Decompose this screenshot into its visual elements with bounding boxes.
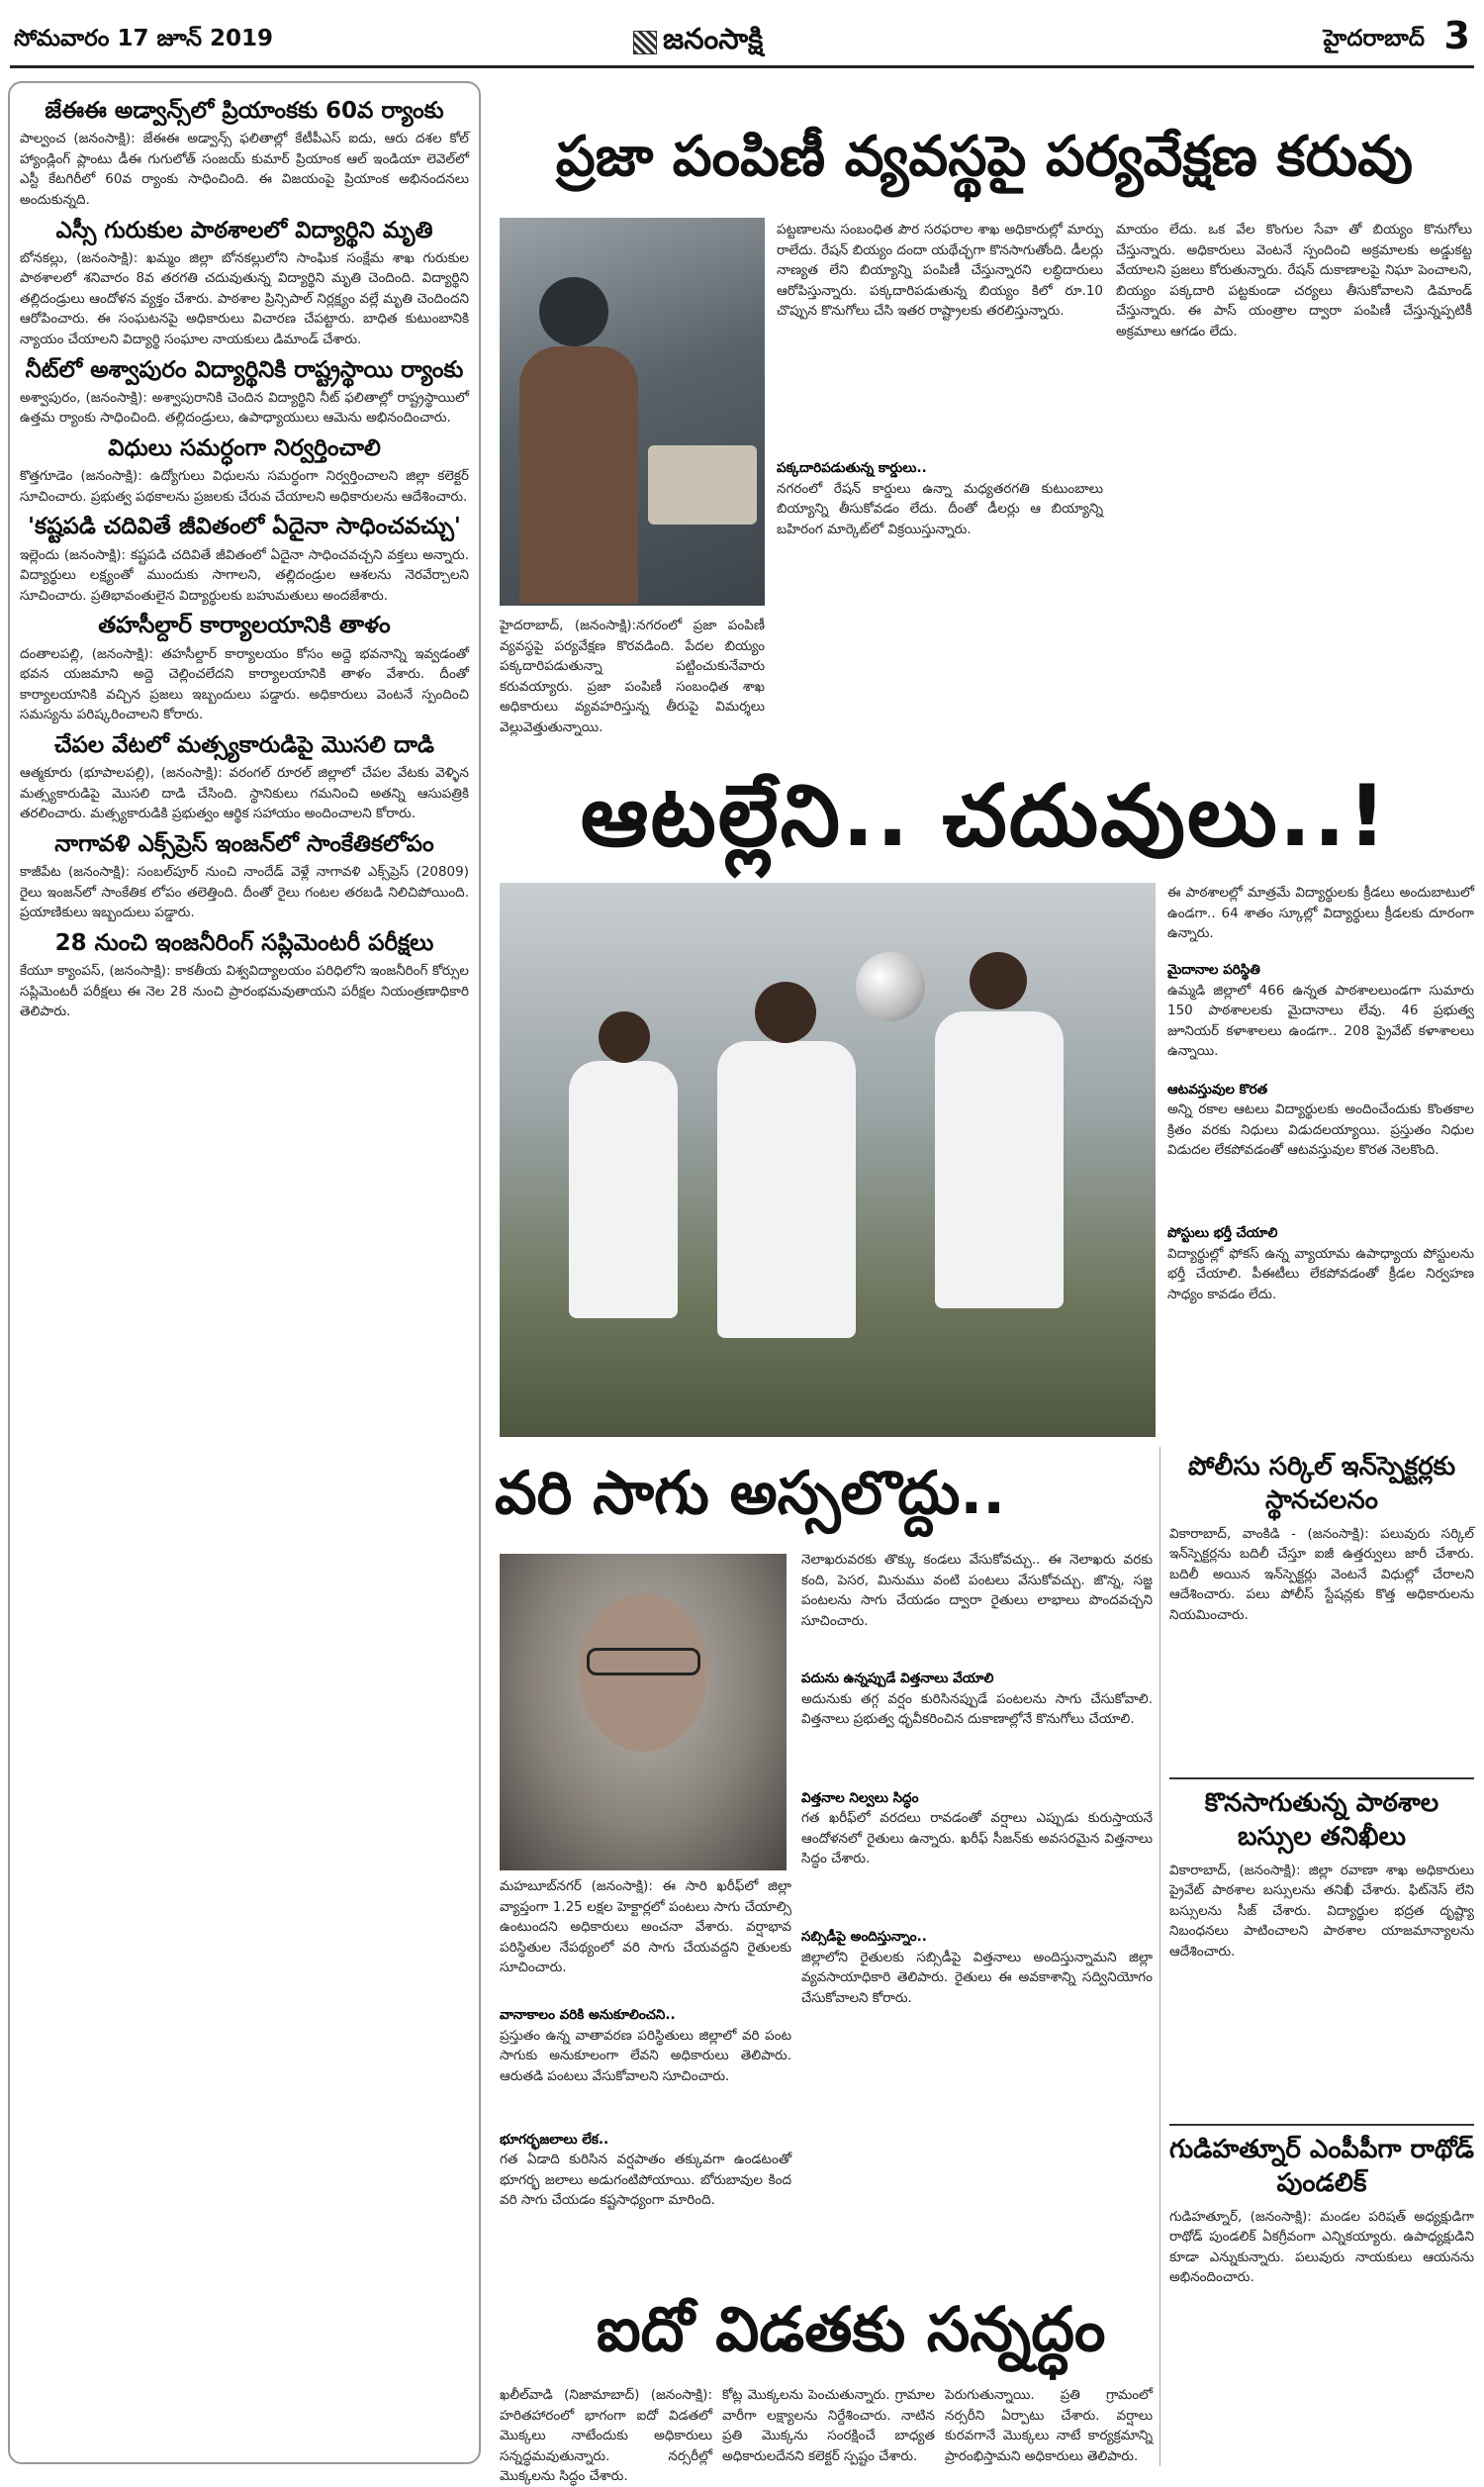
story1-column-2b-text: నగరంలో రేషన్ కార్డులు ఉన్నా మధ్యతరగతి కుటుంబాలు బియ్యాన్ని తీసుకోవడం లేదు. దీంతో డీలర్లు ఆ బియ్యాన్ని బహిరంగ మార్కెట్‌లో విక్రయిస్తున్నారు.: [777, 480, 1103, 537]
box-divider: [1169, 1777, 1474, 1779]
photo-player-2: [717, 1041, 856, 1338]
left-article: [20, 732, 469, 824]
left-article-headline: 28 నుంచి ఇంజనీరింగ్ సప్లిమెంటరీ పరీక్షలు: [54, 929, 434, 956]
box-mpp-election: [1169, 2134, 1474, 2460]
photo-football: [856, 952, 925, 1021]
left-article-headline: జేఈఈ అడ్వాన్స్‌లో ప్రియాంకకు 60వ ర్యాంకు: [45, 98, 444, 124]
story3-subhead: విత్తనాల నిల్వలు సిద్ధం: [801, 1789, 919, 1806]
story3-text: మహబూబ్‌నగర్ (జనంసాక్షి): ఈ సారి ఖరీఫ్‌లో జిల్లా వ్యాప్తంగా 1.25 లక్షల హెక్టార్లలో పంటలు సాగు చేయాల్సి ఉంటుందని అధికారులు అంచనా వేశారు. వర్షాభావ పరిస్థితుల నేపథ్యంలో వరి సాగు చేయవద్దని రైతులకు సూచించారు.: [500, 1878, 791, 1976]
story4-column-2: కోట్ల మొక్కలను పెంచుతున్నారు. గ్రామాల వారీగా లక్ష్యాలను నిర్దేశించారు. నాటిన ప్రతి మొక్కను సంరక్షించే బాధ్యత అధికారులదేనని కలెక్టర్ స్పష్టం చేశారు.: [722, 2387, 935, 2464]
story2-side-text: ఈ పాఠశాలల్లో మాత్రమే విద్యార్థులకు క్రీడలు అందుబాటులో ఉండగా.. 64 శాతం స్కూల్లో విద్యార్థులు క్రీడలకు దూరంగా ఉన్నారు.: [1167, 885, 1474, 942]
box-police-transfers: [1169, 1451, 1474, 1768]
photo-player-3: [935, 1011, 1064, 1308]
box-police-body: వికారాబాద్, వాంకిడి - (జనంసాక్షి): పలువురు సర్కిల్ ఇన్‌స్పెక్టర్లను బదిలీ చేస్తూ ఐజీ ఉత్తర్వులు జారీ చేశారు. బదిలీ అయిన ఇన్‌స్పెక్టర్లు వెంటనే విధుల్లో చేరాలని ఆదేశించారు. పలు పోలీస్ స్టేషన్లకు కొత్త అధికారులను నియమించారు.: [1169, 1525, 1474, 1623]
left-article-body: ఆత్మకూరు (భూపాలపల్లి), (జనంసాక్షి): వరంగల్ రూరల్ జిల్లాలో చేపల వేటకు వెళ్ళిన మత్స్యకారుడిపై మొసలి దాడి చేసింది. స్థానికులు గమనించి అతన్ని ఆసుపత్రికి తరలించారు. మత్స్యకారుడికి ప్రభుత్వం ఆర్థిక సహాయం అందించాలని కోరారు.: [20, 765, 469, 822]
story3-text: గత ఖరీఫ్‌లో వరదలు రావడంతో వర్షాలు ఎప్పుడు కురుస్తాయనే ఆందోళనలో రైతులు ఉన్నారు. ఖరీఫ్ సీజన్‌కు అవసరమైన విత్తనాలు సిద్ధం చేశారు.: [801, 1810, 1153, 1867]
box-mpp-body: గుడిహత్నూర్, (జనంసాక్షి): మండల పరిషత్ అధ్యక్షుడిగా రాథోడ్ పుండలిక్ ఏకగ్రీవంగా ఎన్నికయ్యారు. ఉపాధ్యక్షుడిని కూడా ఎన్నుకున్నారు. పలువురు నాయకులు ఆయనను అభినందించారు.: [1169, 2208, 1474, 2286]
photo-player-2-head: [755, 982, 816, 1043]
story3-subhead: సబ్సిడీపై అందిస్తున్నాం..: [801, 1929, 927, 1946]
left-article: [20, 831, 469, 923]
story2-side-subhead: మైదానాల పరిస్థితి: [1167, 962, 1260, 978]
story3-column-2: [801, 1550, 1153, 2282]
story2-sidebar: [1167, 883, 1474, 1437]
left-article: [20, 613, 469, 725]
left-article: [20, 435, 469, 507]
box-mpp-headline: గుడిహత్నూర్ ఎంపీపీగా రాథోడ్ పుండలిక్: [1169, 2135, 1475, 2198]
left-article-body: కొత్తగూడెం (జనంసాక్షి): ఉద్యోగులు విధులను సమర్ధంగా నిర్వర్తించాలని జిల్లా కలెక్టర్ సూచించారు. ప్రభుత్వ పథకాలను ప్రజలకు చేరువ చేయాలని అధికారులను ఆదేశించారు.: [20, 468, 469, 505]
story3-text: నెలాఖరువరకు తొక్కు కండలు వేసుకోవచ్చు.. ఈ నెలాఖరు వరకు కంది, పెసర, మినుము వంటి పంటలు వేసుకోవచ్చు. జొన్న, సజ్జ పంటలను సాగు చేయడం ద్వారా రైతులు లాభాలు పొందవచ్చని సూచించారు.: [801, 1552, 1153, 1629]
story3-subhead: భూగర్భజలాలు లేక..: [500, 2131, 609, 2148]
story3-subhead: పదును ఉన్నప్పుడే విత్తనాలు వేయాలి: [801, 1671, 994, 1686]
column-divider: [1159, 1447, 1160, 2466]
left-article: [20, 218, 469, 350]
issue-date: సోమవారం 17 జూన్ 2019: [14, 26, 274, 51]
story3-text: ప్రస్తుతం ఉన్న వాతావరణ పరిస్థితులు జిల్లాలో వరి పంట సాగుకు అనుకూలంగా లేవని అధికారులు తెలిపారు. ఆరుతడి పంటలు వేసుకోవాలని సూచించారు.: [500, 2027, 791, 2084]
box-divider: [1169, 2124, 1474, 2126]
left-article: [20, 514, 469, 606]
edition-city: హైదరాబాద్: [1323, 26, 1425, 51]
headline-no-sports: ఆటల్లేని.. చదువులు..!: [580, 767, 1389, 866]
left-article-headline: ఎస్సీ గురుకుల పాఠశాలలో విద్యార్థిని మృతి: [55, 217, 433, 243]
box-bus-body: వికారాబాద్, (జనంసాక్షి): జిల్లా రవాణా శాఖ అధికారులు ప్రైవేట్ పాఠశాల బస్సులను తనిఖీ చేశారు. ఫిట్‌నెస్ లేని బస్సులను సీజ్ చేశారు. విద్యార్థుల భద్రత దృష్ట్యా నిబంధనలు పాటించాలని పాఠశాల యాజమాన్యాలను ఆదేశించారు.: [1169, 1862, 1474, 1960]
box-bus-headline: కొనసాగుతున్న పాఠశాల బస్సుల తనిఖీలు: [1204, 1788, 1439, 1852]
logo-emblem-icon: [633, 31, 657, 54]
left-article-headline: 'కష్టపడి చదివితే జీవితంలో ఏదైనా సాధించవచ్చు': [28, 514, 461, 540]
photo-player-1: [569, 1061, 678, 1318]
left-article-body: బోనకల్లు, (జనంసాక్షి): ఖమ్మం జిల్లా బోనకల్లులోని సాంఘిక సంక్షేమ శాఖ గురుకుల పాఠశాలలో శనివారం 8వ తరగతి చదువుతున్న విద్యార్థిని మృతి చెందింది. విద్యార్థిని తల్లిదండ్రులు ఆందోళన వ్యక్తం చేశారు. పాఠశాల ప్రిన్సిపాల్ నిర్లక్ష్యం వల్లే మృతి చెందిందని ఆరోపించారు. ఈ సంఘటనపై అధికారులు విచారణ చేపట్టారు. బాధిత కుటుంబానికి న్యాయం చేయాలని విద్యార్థి సంఘాల నాయకులు డిమాండ్ చేశారు.: [20, 249, 469, 347]
left-article-body: దంతాలపల్లి, (జనంసాక్షి): తహసీల్దార్ కార్యాలయం కోసం అద్దె భవనాన్ని ఇవ్వడంతో భవన యజమాని అద్దె చెల్లించలేదని కార్యాలయానికి తాళం వేశారు. దీంతో కార్యాలయానికి వచ్చిన ప్రజలు ఇబ్బందులు పడ్డారు. అధికారులు వెంటనే స్పందించి సమస్యను పరిష్కరించాలని కోరారు.: [20, 645, 469, 723]
masthead: [0, 0, 1484, 89]
story2-side-subhead: పోస్టులు భర్తీ చేయాలి: [1167, 1225, 1278, 1242]
photo-figure-head: [539, 277, 608, 346]
photo-player-1-head: [599, 1011, 650, 1063]
left-article-body: పాల్వంచ (జనంసాక్షి): జేఈఈ అడ్వాన్స్ ఫలితాల్లో కేటీపీఎస్ ఐదు, ఆరు దశల కోల్ హ్యాండ్లింగ్ ప్లాంటు డీఈ గుగులోత్ సంజయ్ కుమార్ ప్రియాంక ఆల్ ఇండియా లెవెల్‌లో ఎస్టీ కేటగిరీలో 60వ ర్యాంకు సాధించింది. ఈ విజయంపై ప్రియాంక అభినందనలు అందుకున్నది.: [20, 131, 469, 208]
logo-text: జనంసాక్షి: [663, 22, 764, 55]
story3-text: అదునుకు తగ్గ వర్షం కురిసినప్పుడే పంటలను సాగు చేసుకోవాలి. విత్తనాలు ప్రభుత్వ ధృవీకరించిన దుకాణాల్లోనే కొనుగోలు చేయాలి.: [801, 1690, 1153, 1728]
lead-headline-pds: ప్రజా పంపిణీ వ్యవస్థపై పర్యవేక్షణ కరువు: [555, 125, 1414, 189]
story3-subhead: వానాకాలం వరికి అనుకూలించని..: [500, 2007, 676, 2023]
photo-ration-bag: [648, 445, 757, 525]
story3-column-1: [500, 1876, 791, 2272]
left-news-column: [8, 81, 481, 2464]
left-article: [20, 357, 469, 429]
photo-player-3-head: [970, 952, 1027, 1009]
story3-text: గత ఏడాది కురిసిన వర్షపాతం తక్కువగా ఉండటంతో భూగర్భ జలాలు అడుగంటిపోయాయి. బోరుబావుల కింద వరి సాగు చేయడం కష్టసాధ్యంగా మారింది.: [500, 2152, 791, 2209]
left-article-headline: నాగావళి ఎక్స్‌ప్రెస్ ఇంజన్‌లో సాంకేతికలోపం: [54, 830, 434, 857]
left-article-body: అశ్వాపురం, (జనంసాక్షి): అశ్వాపురానికి చెందిన విద్యార్థిని నీట్ ఫలితాల్లో రాష్ట్రస్థాయిలో ఉత్తమ ర్యాంకు సాధించింది. తల్లిదండ్రులు, ఉపాధ్యాయులు ఆమెను అభినందించారు.: [20, 389, 469, 427]
left-article: [20, 98, 469, 211]
box-school-bus-checks: [1169, 1787, 1474, 2114]
left-article: [20, 930, 469, 1022]
photo-glasses: [587, 1648, 700, 1675]
left-article-headline: విధులు సమర్ధంగా నిర్వర్తించాలి: [108, 434, 381, 461]
story1-subheading: పక్కదారిపడుతున్న కార్డులు..: [777, 460, 927, 476]
photo-official-portrait: [500, 1554, 787, 1870]
story1-column-2: [777, 220, 1103, 764]
story4-column-3: పెరుగుతున్నాయి. ప్రతి గ్రామంలో నర్సరీని ఏర్పాటు చేశారు. వర్షాలు కురవగానే మొక్కలు నాటే కార్యక్రమాన్ని ప్రారంభిస్తామని అధికారులు తెలిపారు.: [945, 2387, 1153, 2464]
story2-side-subhead: ఆటవస్తువుల కొరత: [1167, 1081, 1268, 1098]
left-article-headline: చేపల వేటలో మత్స్యకారుడిపై మొసలి దాడి: [54, 731, 434, 758]
story1-column-1: హైదరాబాద్, (జనంసాక్షి):నగరంలో ప్రజా పంపిణీ వ్యవస్థపై పర్యవేక్షణ కొరవడింది. పేదల బియ్యం పక్కదారిపడుతున్నా పట్టించుకునేవారు కరువయ్యారు. ప్రజా పంపిణీ సంబంధిత శాఖ అధికారులు వ్యవహరిస్తున్న తీరుపై విమర్శలు వెల్లువెత్తుతున్నాయి.: [500, 618, 765, 735]
left-article-headline: తహసీల్దార్ కార్యాలయానికి తాళం: [98, 613, 391, 639]
masthead-rule: [10, 65, 1474, 68]
photo-figure-body: [519, 346, 638, 604]
story3-text: జిల్లాలోని రైతులకు సబ్సిడీపై విత్తనాలు అందిస్తున్నామని జిల్లా వ్యవసాయాధికారి తెలిపారు. రైతులు ఈ అవకాశాన్ని సద్వినియోగం చేసుకోవాలని కోరారు.: [801, 1949, 1153, 2006]
story4-column-1: ఖలీల్‌వాడి (నిజామాబాద్) (జనంసాక్షి): హరితహారంలో భాగంగా ఐదో విడతలో మొక్కలు నాటేందుకు అధికారులు సన్నద్ధమవుతున్నారు. నర్సరీల్లో మొక్కలను సిద్ధం చేశారు.: [500, 2387, 712, 2485]
left-article-body: కేయూ క్యాంపస్, (జనంసాక్షి): కాకతీయ విశ్వవిద్యాలయం పరిధిలోని ఇంజనీరింగ్ కోర్సుల సప్లిమెంటరీ పరీక్షలు ఈ నెల 28 నుంచి ప్రారంభమవుతాయని పరీక్షల నియంత్రణాధికారి తెలిపారు.: [20, 963, 469, 1020]
left-article-headline: నీట్‌లో అశ్వాపురం విద్యార్థినికి రాష్ట్రస్థాయి ర్యాంకు: [25, 356, 464, 383]
story2-side-text: అన్ని రకాల ఆటలు విద్యార్థులకు అందించేందుకు కొంతకాల క్రితం వరకు నిధులు విడుదలయ్యాయి. ప్రస్తుతం నిధుల విడుదల లేకపోవడంతో ఆటవస్తువుల కొరత నెలకొంది.: [1167, 1101, 1474, 1159]
newspaper-logo: [633, 22, 763, 63]
left-article-body: కాజీపేట (జనంసాక్షి): సంబల్‌పూర్ నుంచి నాందేడ్ వెళ్లే నాగావళి ఎక్స్‌ప్రెస్ (20809) రైలు ఇంజన్‌లో సాంకేతిక లోపం తలెత్తింది. దీంతో రైలు గంటల తరబడి నిలిచిపోయింది. ప్రయాణికులు ఇబ్బందులు పడ్డారు.: [20, 864, 469, 921]
photo-football-players: [500, 883, 1156, 1437]
story1-column-2-text: పట్టణాలను సంబంధిత పౌర సరఫరాల శాఖ అధికారుల్లో మార్పు రాలేదు. రేషన్ బియ్యం దందా యథేచ్ఛగా కొనసాగుతోంది. డీలర్లు నాణ్యత లేని బియ్యాన్ని పంపిణీ చేస్తున్నారని లబ్ధిదారులు ఆరోపిస్తున్నారు. పక్కదారిపడుతున్న బియ్యం కిలో రూ.10 చొప్పున కొనుగోలు చేసి ఇతర రాష్ట్రాలకు తరలిస్తున్నారు.: [777, 222, 1103, 320]
photo-ration-distribution: [500, 218, 765, 606]
story1-column-3: మాయం లేదు. ఒక వేల కొంగుల సేవా తో బియ్యం కొనుగోలు చేస్తున్నారు. అధికారులు వెంటనే స్పందించి అక్రమాలకు అడ్డుకట్ట వేయాలని ప్రజలు కోరుతున్నారు. రేషన్ దుకాణాలపై నిఘా పెంచాలని, బియ్యం పక్కదారి పట్టకుండా చర్యలు తీసుకోవాలని డిమాండ్ చేస్తున్నారు. ఈ పాస్ యంత్రాల ద్వారా పంపిణీ చేస్తున్నప్పటికీ అక్రమాలు ఆగడం లేదు.: [1116, 222, 1472, 339]
left-article-body: ఇల్లెందు (జనంసాక్షి): కష్టపడి చదివితే జీవితంలో ఏదైనా సాధించవచ్చని వక్తలు అన్నారు. విద్యార్థులు లక్ష్యంతో ముందుకు సాగాలని, తల్లిదండ్రుల ఆశలను నెరవేర్చాలని సూచించారు. ప్రతిభావంతులైన విద్యార్థులకు బహుమతులు అందజేశారు.: [20, 546, 469, 604]
page-number: 3: [1443, 14, 1470, 57]
story2-side-text: విద్యార్థుల్లో ఫోకస్ ఉన్న వ్యాయామ ఉపాధ్యాయ పోస్టులను భర్తీ చేయాలి. పీఈటీలు లేకపోవడంతో క్రీడల నిర్వహణ సాధ్యం కావడం లేదు.: [1167, 1245, 1474, 1302]
story2-side-text: ఉమ్మడి జిల్లాలో 466 ఉన్నత పాఠశాలలుండగా సుమారు 150 పాఠశాలలకు మైదానాలు లేవు. 46 ప్రభుత్వ జూనియర్ కళాశాలలు ఉండగా.. 208 ప్రైవేట్ కళాశాలలు ఉన్నాయి.: [1167, 982, 1474, 1060]
headline-fifth-phase: ఐదో విడతకు సన్నద్ధం: [596, 2293, 1106, 2365]
headline-no-paddy: వరి సాగు అస్సలొద్దు..: [495, 1459, 1006, 1528]
box-police-headline: పోలీసు సర్కిల్ ఇన్‌స్పెక్టర్లకు స్థానచలనం: [1187, 1452, 1456, 1515]
